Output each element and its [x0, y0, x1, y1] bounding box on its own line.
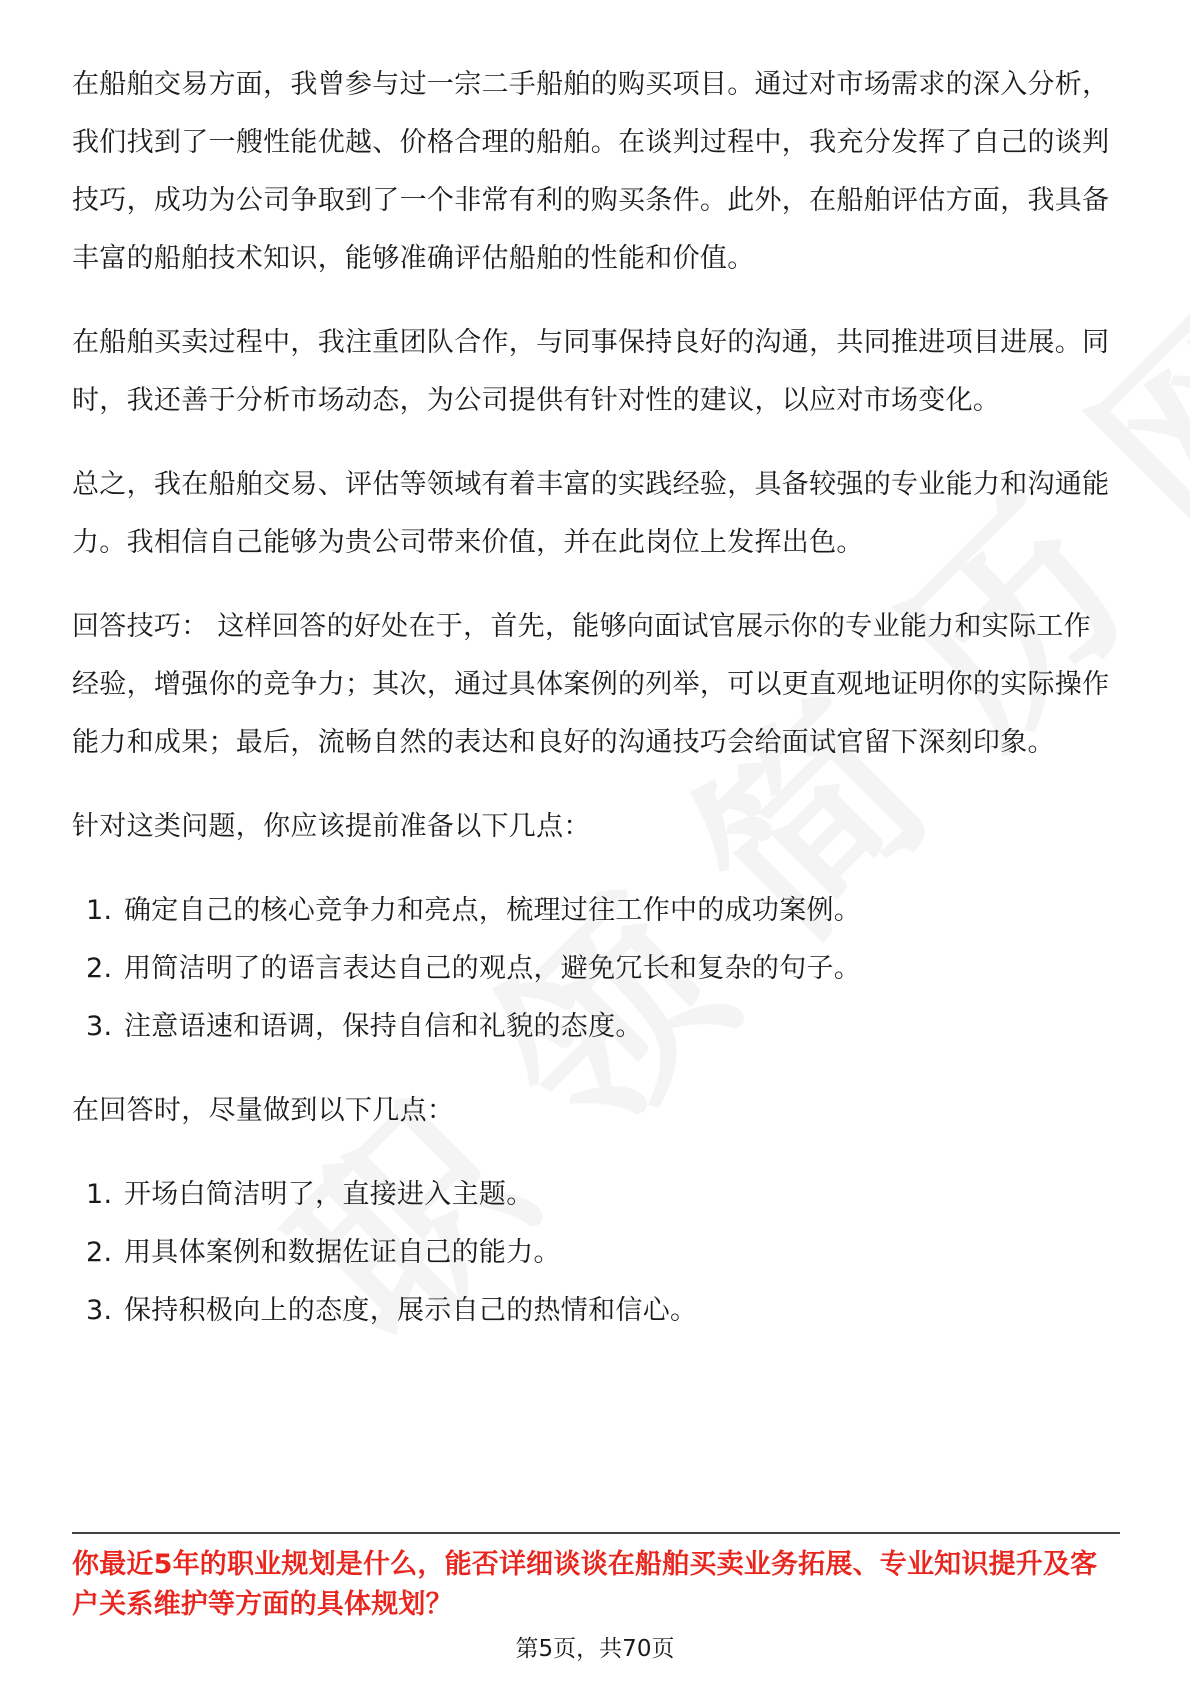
list-item	[72, 1282, 1118, 1340]
list-number: 2.	[86, 1237, 113, 1268]
list-number: 3.	[86, 1295, 113, 1326]
question-heading: 你最近5年的职业规划是什么，能否详细谈谈在船舶买卖业务拓展、专业知识提升及客户关系维护等方面的具体规划？	[72, 1549, 1098, 1620]
paragraph-ship-trading: 在船舶交易方面，我曾参与过一宗二手船舶的购买项目。通过对市场需求的深入分析，我们找到了一艘性能优越、价格合理的船舶。在谈判过程中，我充分发挥了自己的谈判技巧，成功为公司争取到了一个非常有利的购买条件。此外，在船舶评估方面，我具备丰富的船舶技术知识，能够准确评估船舶的性能和价值。	[72, 69, 1110, 274]
list-number: 2.	[86, 953, 113, 984]
list-text: 保持积极向上的态度，展示自己的热情和信心。	[124, 1295, 698, 1326]
prepare-list	[72, 882, 1118, 1056]
list-text: 注意语速和语调，保持自信和礼貌的态度。	[124, 1011, 643, 1042]
list-item	[72, 940, 1118, 998]
list-item	[72, 1166, 1118, 1224]
paragraph-teamwork: 在船舶买卖过程中，我注重团队合作，与同事保持良好的沟通，共同推进项目进展。同时，我还善于分析市场动态，为公司提供有针对性的建议，以应对市场变化。	[72, 327, 1110, 416]
list-text: 确定自己的核心竞争力和亮点，梳理过往工作中的成功案例。	[124, 895, 862, 926]
list-number: 1.	[86, 1179, 113, 1210]
list-number: 3.	[86, 1011, 113, 1042]
document-body	[72, 56, 1118, 1366]
list-item	[72, 998, 1118, 1056]
list-number: 1.	[86, 895, 113, 926]
list-item	[72, 1224, 1118, 1282]
answer-list	[72, 1166, 1118, 1340]
list-text: 用简洁明了的语言表达自己的观点，避免冗长和复杂的句子。	[124, 953, 862, 984]
list-item	[72, 882, 1118, 940]
paragraph-answer-intro: 在回答时，尽量做到以下几点：	[72, 1095, 455, 1126]
list-text: 开场白简洁明了，直接进入主题。	[124, 1179, 534, 1210]
paragraph-answer-tips: 回答技巧： 这样回答的好处在于，首先，能够向面试官展示你的专业能力和实际工作经验，增强你的竞争力；其次，通过具体案例的列举，可以更直观地证明你的实际操作能力和成果；最后，流畅自然的表达和良好的沟通技巧会给面试官留下深刻印象。	[72, 611, 1110, 758]
paragraph-prepare-intro: 针对这类问题，你应该提前准备以下几点：	[72, 811, 591, 842]
paragraph-summary: 总之，我在船舶交易、评估等领域有着丰富的实践经验，具备较强的专业能力和沟通能力。我相信自己能够为贵公司带来价值，并在此岗位上发挥出色。	[72, 469, 1110, 558]
list-text: 用具体案例和数据佐证自己的能力。	[124, 1237, 561, 1268]
page-number: 第5页，共70页	[515, 1636, 675, 1662]
section-divider	[72, 1532, 1120, 1534]
